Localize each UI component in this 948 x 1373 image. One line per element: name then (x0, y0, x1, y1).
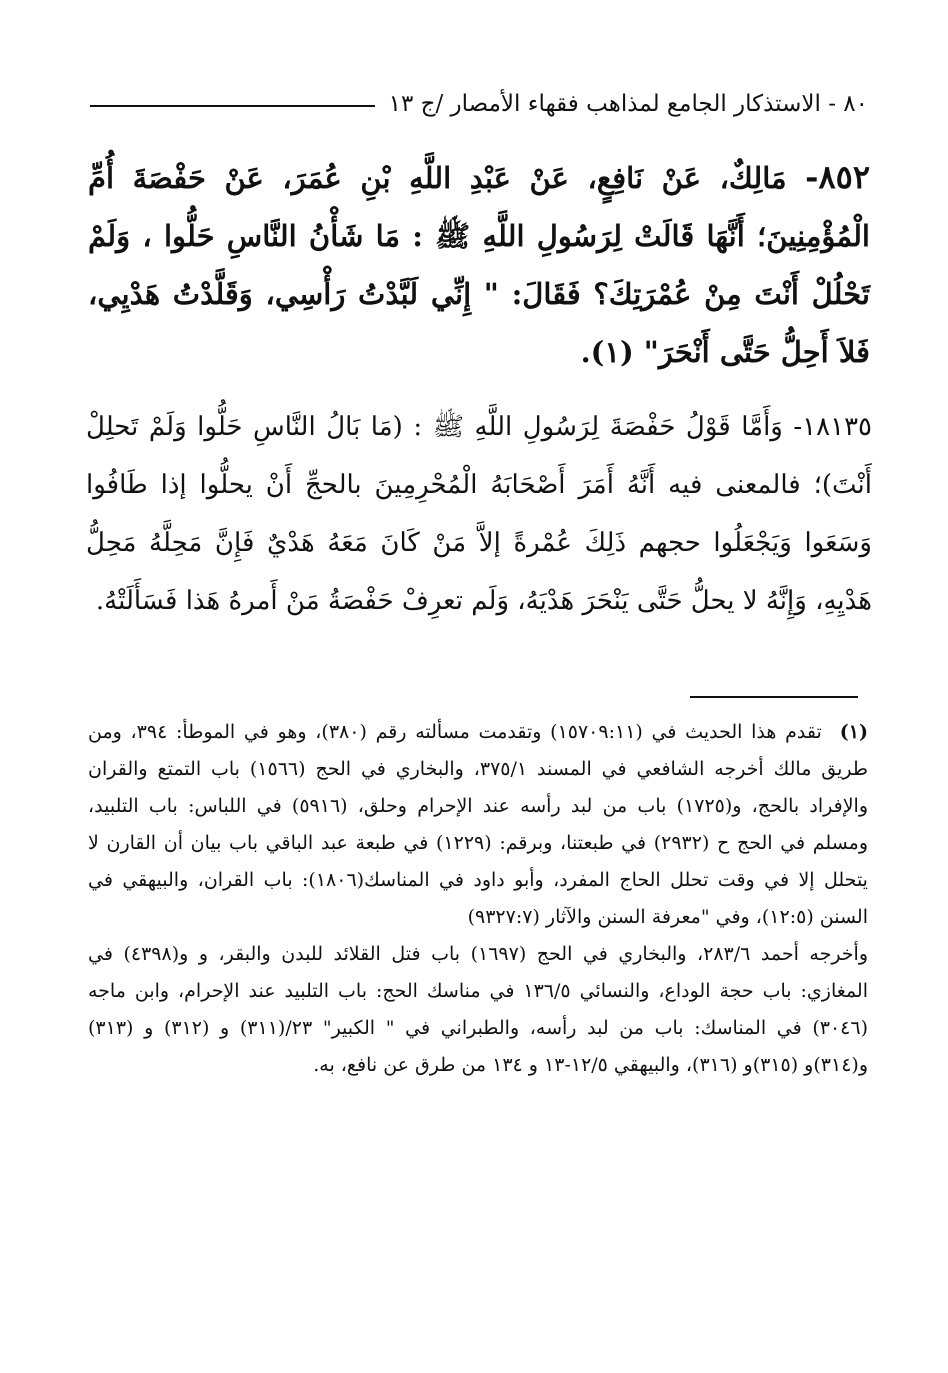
commentary-text: ١٨١٣٥- وَأَمَّا قَوْلُ حَفْصَةَ لِرَسُولِ اللَّهِ ﷺ : (مَا بَالُ النَّاسِ حَلُّوا وَلَمْ تَحلِلْ أَنْتَ)؛ فالمعنى فيه أَنَّهُ أَمَرَ أَصْحَابَهُ الْمُحْرِمِينَ بالحجِّ أَنْ يحلُّوا إذا طَافُوا وَسَعَوا وَيَجْعَلُوا حجهم ذَلِكَ عُمْرةً إلاَّ مَنْ كَانَ مَعَهُ هَدْيٌ فَإِنَّ مَحِلَّهُ مَحِلُّ هَدْيِهِ، وَإِنَّهُ لا يحلُّ حَتَّى يَنْحَرَ هَدْيَهُ، وَلَم تعرِفْ حَفْصَةُ مَنْ أَمرهُ هَذا فَسَأَلَتْهُ. (86, 412, 872, 616)
footnote-separator (690, 696, 858, 698)
commentary-paragraph (86, 398, 872, 630)
footnote-1-text: تقدم هذا الحديث في (١٥٧٠٩:١١) وتقدمت مسألته رقم (٣٨٠)، وهو في الموطأ: ٣٩٤، ومن طريق مالك أخرجه الشافعي في المسند ٣٧٥/١، والبخاري في الحج (١٥٦٦) باب التمتع والقران والإفراد بالحج، و(١٧٢٥) باب من لبد رأسه عند الإحرام وحلق، (٥٩١٦) في اللباس: باب التلبيد، ومسلم في الحج ح (٢٩٣٢) في طبعتنا، وبرقم: (١٢٢٩) في طبعة عبد الباقي باب بيان أن القارن لا يتحلل إلا في وقت تحلل الحاج المفرد، وأبو داود في المناسك(١٨٠٦): باب القران، والبيهقي في السنن (١٢:٥)، وفي "معرفة السنن والآثار (٩٣٢٧:٧) (88, 721, 869, 928)
hadith-number: ٨٥٢- (805, 158, 870, 196)
footnote-marker: (١) (839, 721, 868, 743)
header-rule (90, 105, 375, 107)
header-title: ٨٠ - الاستذكار الجامع لمذاهب فقهاء الأمصار /ج ١٣ (388, 91, 868, 117)
running-header (90, 84, 868, 124)
hadith-paragraph (88, 148, 870, 381)
hadith-text: مَالِكٌ، عَنْ نَافِعٍ، عَنْ عَبْدِ اللَّهِ بْنِ عُمَرَ، عَنْ حَفْصَةَ أُمِّ الْمُؤْمِنِينَ؛ أَنَّهَا قَالَتْ لِرَسُولِ اللَّهِ ﷺ : مَا شَأْنُ النَّاسِ حَلُّوا ، وَلَمْ تَحْلُلْ أَنْتَ مِنْ عُمْرَتِكَ؟ فَقَالَ: " إِنِّي لَبَّدْتُ رَأْسِي، وَقَلَّدْتُ هَدْيِي، فَلاَ أَحِلُّ حَتَّى أَنْحَرَ" (١). (88, 161, 870, 369)
footnote-1 (88, 714, 868, 936)
footnote-1-continued (88, 936, 868, 1084)
footnotes (88, 714, 868, 1084)
footnote-1-continued-text: وأخرجه أحمد ٢٨٣/٦، والبخاري في الحج (١٦٩٧) باب فتل القلائد للبدن والبقر، و و(٤٣٩٨) في المغازي: باب حجة الوداع، والنسائي ١٣٦/٥ في مناسك الحج: باب التلبيد عند الإحرام، وابن ماجه (٣٠٤٦) في المناسك: باب من لبد رأسه، والطبراني في " الكبير" ٢٣/(٣١١) و (٣١٢) و (٣١٣) و(٣١٤)و (٣١٥)و (٣١٦)، والبيهقي ١٢/٥-١٣ و ١٣٤ من طرق عن نافع، به. (88, 943, 869, 1076)
